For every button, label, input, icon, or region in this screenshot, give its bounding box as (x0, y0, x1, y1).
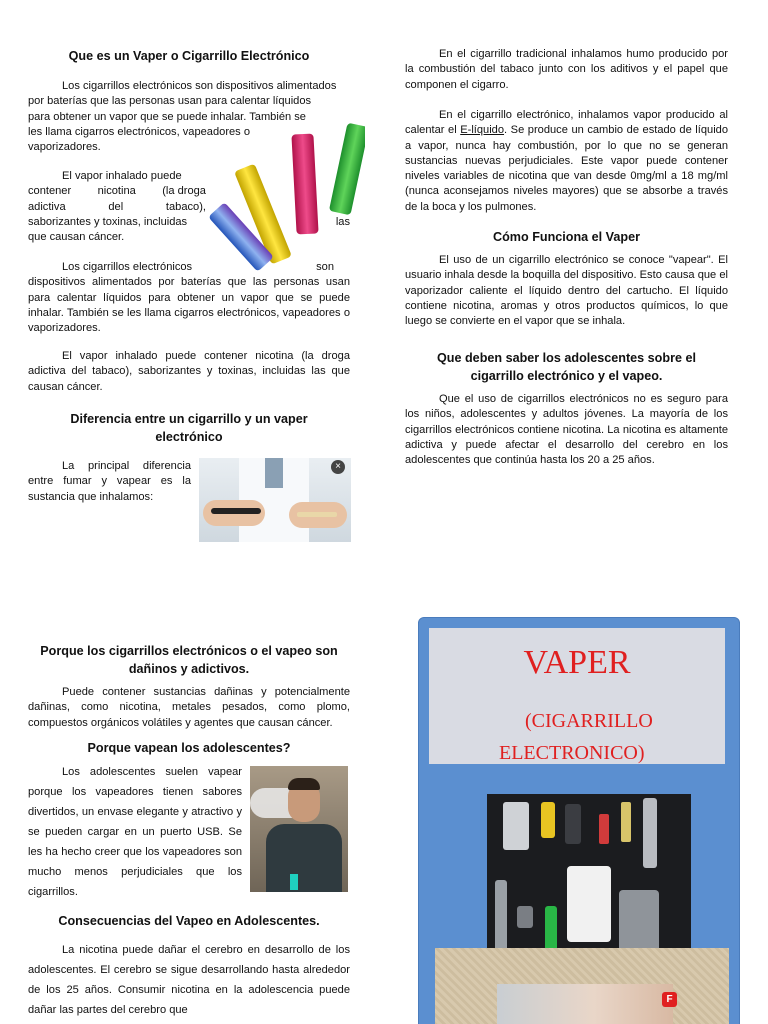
intro-line-4: les llama cigarros electrónicos, vapeadores o (28, 125, 250, 138)
device-coil (517, 906, 533, 928)
heading-como-funciona: Cómo Funciona el Vaper (493, 230, 640, 244)
heading-diferencia-line1: Diferencia entre un cigarrillo y un vaper (70, 412, 308, 426)
doctor-hands-image (199, 458, 351, 542)
heading-danino-adictivo (28, 642, 350, 679)
hair (288, 778, 320, 790)
devices-word: Los cigarrillos electrónicos (62, 261, 193, 273)
vapor-word: las (335, 215, 350, 228)
cover-title-box (429, 628, 725, 764)
paragraph-danino: Puede contener sustancias dañinas y potencialmente dañinas, como nicotina, metales pesados, como plomo, compuestos orgánicos volátiles y agentes que causan cáncer. (28, 686, 350, 729)
vapor-line-3 (28, 200, 206, 215)
intro-line-2: por baterías que las personas usan para calentar líquidos (28, 95, 312, 108)
body (266, 824, 342, 892)
vapor-word: saborizantes y toxinas, incluidas (28, 215, 188, 228)
heading-adolescentes-line2: cigarrillo electrónico y el vapeo. (470, 369, 663, 384)
heading-consecuencias: Consecuencias del Vapeo en Adolescentes. (58, 914, 320, 928)
brochure-cover (418, 617, 740, 1024)
heading-porque-vapean: Porque vapean los adolescentes? (87, 741, 291, 755)
devices-rest: dispositivos alimentados por baterías que las personas usan para calentar líquidos para obtener un vapor que se puede inhalar. También se les llama cigarros electrónicos, vapeadores o vaporizadores. (28, 276, 350, 335)
young-man-vaping-image (250, 766, 348, 892)
device-green-pen (545, 906, 557, 952)
vapor-word: nicotina (97, 185, 136, 198)
heading-diferencia (28, 410, 350, 447)
paragraph-adolescentes-saber: Que el uso de cigarrillos electrónicos no es seguro para los niños, adolescentes y adultos jóvenes. La mayoría de los cigarrillos electrónicos contiene nicotina. La nicotina es altamente adictiva y puede afectar el desarrollo del cerebro en los adolescentes que continúa hasta los 20 a 25 años. (405, 393, 728, 467)
vapor-word: contener (28, 185, 72, 198)
heading-diferencia-line2: electrónico (155, 430, 223, 445)
vapor-word: adictiva (28, 200, 66, 213)
paragraph-porque-vapean: Los adolescentes suelen vapear porque los vapeadores tienen sabores divertidos, un envase elegante y atractivo y se pueden cargar en un puerto USB. Se les ha hecho creer que los vapeadores son mucho menos perjudiciales que los cigarrillos. (28, 766, 242, 898)
badge-icon: F (662, 992, 677, 1007)
vapor-word: tabaco), (165, 200, 206, 213)
device-black-tank (565, 804, 581, 844)
paragraph-vapor (28, 169, 350, 245)
vape-devices-image (487, 794, 691, 970)
heading-adolescentes-saber (405, 349, 728, 386)
p2-text-a: En el cigarrillo electrónico, inhalamos vapor producido al calentar el (405, 109, 728, 137)
device-white-mod (567, 866, 611, 942)
vapor-line-5: que causan cáncer. (28, 231, 125, 244)
vapor-line-1: El vapor inhalado puede (62, 170, 182, 182)
cover-title: VAPER (523, 644, 631, 681)
device-silver-box (503, 802, 529, 850)
intro-line-1: Los cigarrillos electrónicos son dispositivos alimentados (62, 80, 337, 92)
paragraph-cigarrillo-tradicional: En el cigarrillo tradicional inhalamos humo producido por la combustión del tabaco junto con los aditivos y el papel que componen el cigarro. (405, 48, 728, 91)
heading-adolescentes-line1: Que deben saber los adolescentes sobre el (437, 351, 696, 365)
heading-danino-line1: Porque los cigarrillos electrónicos o el vapeo son (40, 644, 338, 658)
heading-que-es-vaper: Que es un Vaper o Cigarrillo Electrónico (68, 49, 310, 63)
e-liquido-link[interactable]: E-líquido (460, 124, 505, 137)
cover-subtitle-line1: (CIGARRILLO (525, 710, 653, 732)
cover-subtitle-line2: ELECTRONICO) (499, 742, 645, 764)
vapor-line-2 (28, 184, 206, 199)
vapor-word: (la droga (162, 185, 206, 198)
device-gold-tip (621, 802, 631, 842)
device-red-tip (599, 814, 609, 844)
intro-line-3: para obtener un vapor que se puede inhalar. También se (28, 110, 306, 123)
vape-device (290, 874, 298, 890)
cigarette (297, 512, 337, 517)
paragraph-diferencia: La principal diferencia entre fumar y vapear es la sustancia que inhalamos: (28, 460, 191, 503)
device-yellow-tank (541, 802, 555, 838)
face-photo (497, 984, 673, 1024)
p2-text-b: . Se produce un cambio de estado de líquido a vapor, nunca hay combustión, por lo que no se generan sustancias nuevas perjudiciales. Este vapor puede contener niveles variables de nicotina que van desde 0mg/ml a 18 mg/ml (nunca aconsejamos niveles mayores) que se absorbe a través de la boca y los pulmones. (405, 124, 728, 213)
paragraph-como-funciona: El uso de un cigarrillo electrónico se conoce "vapear". El usuario inhala desde la boquilla del dispositivo. Esto causa que el vaporizador caliente el líquido dentro del cartucho. El líquido contiene nicotina, aromas y otros productos químicos, lo que luego se convierte en el vapor que se inhala. (405, 254, 728, 328)
paragraph-vapor-2: El vapor inhalado puede contener nicotina (la droga adictiva del tabaco), saborizantes y toxinas, incluidas las que causan cáncer. (28, 350, 350, 393)
cover-bottom-photo (435, 948, 729, 1024)
vapor-line-4 (28, 215, 350, 230)
ecig-device (211, 508, 261, 514)
device-grey-mod (619, 890, 659, 952)
device-silver-pen (643, 798, 657, 868)
devices-word: son (316, 261, 334, 273)
paragraph-consecuencias: La nicotina puede dañar el cerebro en desarrollo de los adolescentes. El cerebro se sigue desarrollando hasta alrededor de los 25 años. Consumir nicotina en la adolescencia puede dañar las partes del cerebro que (28, 944, 350, 1016)
vapor-word: del (108, 200, 124, 213)
paragraph-cigarrillo-electronico (405, 108, 728, 215)
close-icon[interactable]: × (331, 460, 345, 474)
paragraph-devices (28, 260, 350, 336)
doctor-tie (265, 458, 283, 488)
heading-danino-line2: dañinos y adictivos. (128, 662, 250, 677)
devices-line-1 (62, 260, 334, 275)
intro-line-5: vaporizadores. (28, 141, 101, 154)
